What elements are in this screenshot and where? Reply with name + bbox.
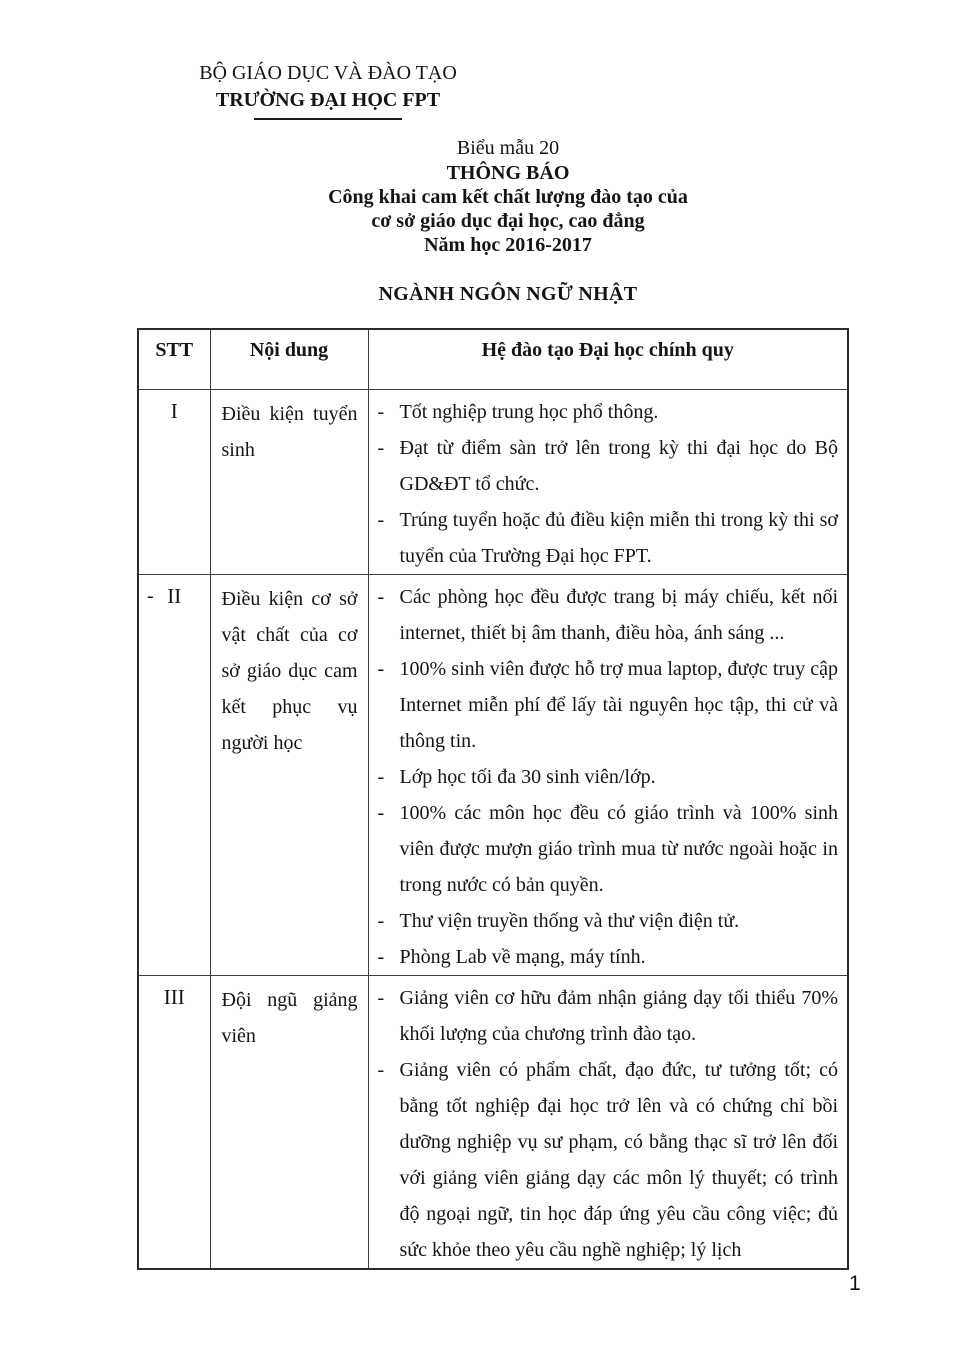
- topic-cell: Điều kiện cơ sở vật chất của cơ sở giáo dục cam kết phục vụ người học: [210, 574, 368, 975]
- item-text: Giảng viên cơ hữu đảm nhận giảng dạy tối thiểu 70% khối lượng của chương trình đào tạo.: [399, 986, 838, 1045]
- item-text: 100% sinh viên được hỗ trợ mua laptop, được truy cập Internet miễn phí để lấy tài nguyên học tập, thi cử và thông tin.: [399, 657, 838, 752]
- column-header-noi-dung: Nội dung: [210, 329, 368, 389]
- dash-marker: -: [377, 801, 385, 824]
- stt-cell: [138, 574, 210, 975]
- item-text: Đạt từ điểm sàn trở lên trong kỳ thi đại học do Bộ GD&ĐT tổ chức.: [399, 436, 838, 495]
- dash-marker: -: [377, 765, 385, 788]
- item-text: Lớp học tối đa 30 sinh viên/lớp.: [399, 765, 656, 788]
- stt-value: II: [167, 583, 182, 608]
- items-cell: [368, 574, 848, 975]
- list-item: [378, 980, 839, 1052]
- item-text: Phòng Lab về mạng, máy tính.: [399, 945, 646, 968]
- item-text: Trúng tuyển hoặc đủ điều kiện miễn thi trong kỳ thi sơ tuyển của Trường Đại học FPT.: [399, 508, 838, 567]
- dash-marker: -: [377, 436, 385, 459]
- notice-title: THÔNG BÁO: [446, 162, 570, 184]
- list-item: [378, 759, 839, 795]
- dash-marker: -: [377, 585, 385, 608]
- list-item: [378, 579, 839, 651]
- dash-marker: -: [377, 400, 385, 423]
- page-number: 1: [849, 1272, 861, 1295]
- letterhead: [191, 61, 465, 120]
- list-item: [378, 1052, 839, 1268]
- list-item: [378, 430, 839, 502]
- item-text: 100% các môn học đều có giáo trình và 100% sinh viên được mượn giáo trình mua từ nước ngoài hoặc in trong nước có bản quyền.: [399, 801, 838, 896]
- list-item: [378, 903, 839, 939]
- form-label: Biểu mẫu 20: [456, 137, 560, 159]
- items-cell: [368, 389, 848, 574]
- topic-cell: Điều kiện tuyển sinh: [210, 389, 368, 574]
- letterhead-underline: [254, 118, 402, 120]
- commitment-table: [137, 328, 849, 1270]
- ministry-name: BỘ GIÁO DỤC VÀ ĐÀO TẠO: [199, 62, 457, 84]
- table-row-facilities: [138, 574, 848, 975]
- topic-cell: Đội ngũ giảng viên: [210, 975, 368, 1269]
- dash-marker: -: [377, 909, 385, 932]
- notice-subtitle-line2: cơ sở giáo dục đại học, cao đẳng: [371, 210, 645, 232]
- dash-marker: -: [377, 508, 385, 531]
- item-text: Giảng viên có phẩm chất, đạo đức, tư tưởng tốt; có bằng tốt nghiệp đại học trở lên và có chứng chỉ bồi dưỡng nghiệp vụ sư phạm, có bằng thạc sĩ trở lên đối với giảng viên giảng dạy các môn lý thuyết; có trình độ ngoại ngữ, tin học đáp ứng yêu cầu công việc; đủ sức khỏe theo yêu cầu nghề nghiệp; lý lịch: [399, 1058, 838, 1261]
- dash-marker: -: [377, 986, 385, 1009]
- dash-marker: -: [377, 657, 385, 680]
- major-title: NGÀNH NGÔN NGỮ NHẬT: [378, 283, 638, 305]
- column-header-stt: STT: [138, 329, 210, 389]
- list-item: [378, 795, 839, 903]
- item-text: Các phòng học đều được trang bị máy chiếu, kết nối internet, thiết bị âm thanh, điều hòa, ánh sáng ...: [399, 585, 838, 644]
- item-text: Thư viện truyền thống và thư viện điện tử.: [399, 909, 740, 932]
- academic-year: Năm học 2016-2017: [424, 234, 592, 256]
- item-text: Tốt nghiệp trung học phổ thông.: [399, 400, 659, 423]
- dash-marker: -: [377, 945, 385, 968]
- table-header-row: [138, 329, 848, 389]
- dash-marker: -: [377, 1058, 385, 1081]
- stt-value: III: [163, 984, 185, 1009]
- notice-subtitle-line1: Công khai cam kết chất lượng đào tạo của: [328, 186, 688, 208]
- list-item: [378, 394, 839, 430]
- column-header-he-dao-tao: Hệ đào tạo Đại học chính quy: [368, 329, 848, 389]
- stt-value: I: [170, 398, 178, 423]
- title-block: [0, 136, 960, 306]
- items-cell: [368, 975, 848, 1269]
- stt-prefix: -: [147, 584, 154, 607]
- list-item: [378, 939, 839, 975]
- list-item: [378, 502, 839, 574]
- stt-cell: [138, 389, 210, 574]
- stt-cell: [138, 975, 210, 1269]
- list-item: [378, 651, 839, 759]
- university-name: TRƯỜNG ĐẠI HỌC FPT: [215, 89, 441, 111]
- table-row-teaching-staff: [138, 975, 848, 1269]
- table-row-admission-conditions: [138, 389, 848, 574]
